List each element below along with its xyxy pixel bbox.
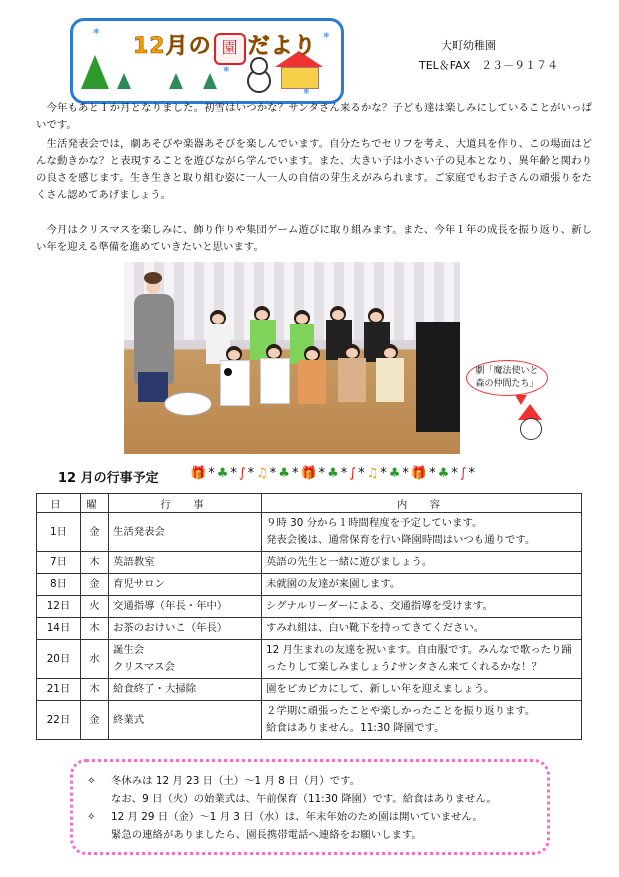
newsletter-title: 12月の 園 だより xyxy=(133,29,323,59)
santa-icon xyxy=(512,404,550,444)
event-cell: 英語教室 xyxy=(109,552,262,574)
notice-text: 12 月 29 日（金）～1 月 3 日（水）は、年末年始のため園は開いていません。 xyxy=(111,811,483,823)
christmas-tree-icon xyxy=(81,55,109,89)
school-info xyxy=(419,36,558,76)
header-detail: 内 容 xyxy=(262,494,582,513)
sparkle-icon: ✧ xyxy=(87,775,96,787)
notice-item-winter-break xyxy=(87,772,533,808)
detail-cell: 園をピカピカにして、新しい年を迎えましょう。 xyxy=(262,679,582,701)
table-row xyxy=(37,640,582,679)
notice-item-year-end-closure xyxy=(87,808,533,844)
sono-badge: 園 xyxy=(214,33,246,65)
sparkle-icon: ✧ xyxy=(87,811,96,823)
detail-cell: 未就園の友達が来園します。 xyxy=(262,574,582,596)
detail-cell: ９時 30 分から１時間程度を予定しています。 発表会後は、通常保育を行い降園時間はいつも通りです。 xyxy=(262,513,582,552)
detail-cell: 英語の先生と一緒に遊びましょう。 xyxy=(262,552,582,574)
event-cell: 交通指導（年長・年中） xyxy=(109,596,262,618)
table-row xyxy=(37,552,582,574)
weekday-cell: 木 xyxy=(81,552,109,574)
weekday-cell: 金 xyxy=(81,701,109,740)
day-cell: 1日 xyxy=(37,513,81,552)
table-header-row xyxy=(37,494,582,513)
class-photo xyxy=(124,262,460,454)
detail-cell: 12 月生まれの友達を祝います。自由服です。みんなで歌ったり踊ったりして楽しみましょう♪サンタさん来てくれるかな！？ xyxy=(262,640,582,679)
schedule-title: 12 月の行事予定 xyxy=(58,471,159,486)
small-tree-icon xyxy=(169,73,183,89)
table-row xyxy=(37,618,582,640)
table-row xyxy=(37,574,582,596)
header-weekday: 曜 xyxy=(81,494,109,513)
day-cell: 14日 xyxy=(37,618,81,640)
detail-cell: シグナルリーダーによる、交通指導を受けます。 xyxy=(262,596,582,618)
day-cell: 7日 xyxy=(37,552,81,574)
day-cell: 21日 xyxy=(37,679,81,701)
event-cell: 誕生会 クリスマス会 xyxy=(109,640,262,679)
christmas-decoration-row: 🎁*♣*∫*♫*♣*🎁*♣*∫*♫*♣*🎁*♣*∫* xyxy=(190,466,477,481)
day-cell: 8日 xyxy=(37,574,81,596)
day-cell: 12日 xyxy=(37,596,81,618)
play-caption-bubble xyxy=(466,360,548,396)
detail-cell: すみれ組は、白い靴下を持ってきてください。 xyxy=(262,618,582,640)
snowman-head-icon xyxy=(250,57,268,75)
intro-paragraph-2: 生活発表会では，劇あそびや楽器あそびを楽しんでいます。自分たちでセリフを考え、大道具を作り、この場面はどんな動きかな？と表現することを遊びながら学んでいます。また、大きい子は小さい子の見本となり、異年齢と関わりの良さを感じます。生き生きと取り組む姿に一人一人の自信の芽生えがみられます。ご家庭でもお子さんの頑張りをたくさん認めてあげましょう。 xyxy=(36,138,592,201)
holiday-notice-box xyxy=(70,759,550,855)
small-tree-icon xyxy=(117,73,131,89)
event-cell: 生活発表会 xyxy=(109,513,262,552)
weekday-cell: 木 xyxy=(81,679,109,701)
notice-text: 緊急の連絡がありましたら、園長携帯電話へ連絡をお願いします。 xyxy=(111,829,422,841)
weekday-cell: 水 xyxy=(81,640,109,679)
day-cell: 20日 xyxy=(37,640,81,679)
weekday-cell: 金 xyxy=(81,574,109,596)
weekday-cell: 金 xyxy=(81,513,109,552)
notice-text: なお、9 日（火）の始業式は、午前保育（11:30 降園）です。給食はありません。 xyxy=(111,793,497,805)
intro-paragraph-3: 今月はクリスマスを楽しみに、飾り作りや集団ゲーム遊びに取り組みます。また、今年１年の成長を振り返り、新しい年を迎える準備を進めていきたいと思います。 xyxy=(36,224,592,253)
event-cell: 終業式 xyxy=(109,701,262,740)
intro-paragraph-1: 今年もあと１か月となりました。初雪はいつかな？サンタさん来るかな？子ども達は楽しみにしていることがいっぱいです。 xyxy=(36,102,592,131)
detail-cell: ２学期に頑張ったことや楽しかったことを振り返ります。 給食はありません。11:30 降園です。 xyxy=(262,701,582,740)
day-cell: 22日 xyxy=(37,701,81,740)
weekday-cell: 火 xyxy=(81,596,109,618)
play-caption-line-2: 森の仲間たち」 xyxy=(475,379,539,389)
event-cell: 育児サロン xyxy=(109,574,262,596)
weekday-cell: 木 xyxy=(81,618,109,640)
table-row xyxy=(37,679,582,701)
notice-text: 冬休みは 12 月 23 日（土）～1 月 8 日（月）です。 xyxy=(111,775,360,787)
table-row xyxy=(37,701,582,740)
table-row xyxy=(37,513,582,552)
school-contact: TEL＆FAX ２３－９１７４ xyxy=(419,59,559,72)
event-schedule-table xyxy=(36,493,582,740)
play-caption-line-1: 劇「魔法使いと xyxy=(475,366,539,376)
header-day: 日 xyxy=(37,494,81,513)
event-cell: 給食終了・大掃除 xyxy=(109,679,262,701)
header-event: 行 事 xyxy=(109,494,262,513)
event-cell: お茶のおけいこ（年長） xyxy=(109,618,262,640)
school-name: 大町幼稚園 xyxy=(441,39,496,52)
small-tree-icon xyxy=(203,73,217,89)
table-row xyxy=(37,596,582,618)
newsletter-banner: ❄ ❄ ❄ ❄ 12月の 園 だより xyxy=(70,18,344,104)
